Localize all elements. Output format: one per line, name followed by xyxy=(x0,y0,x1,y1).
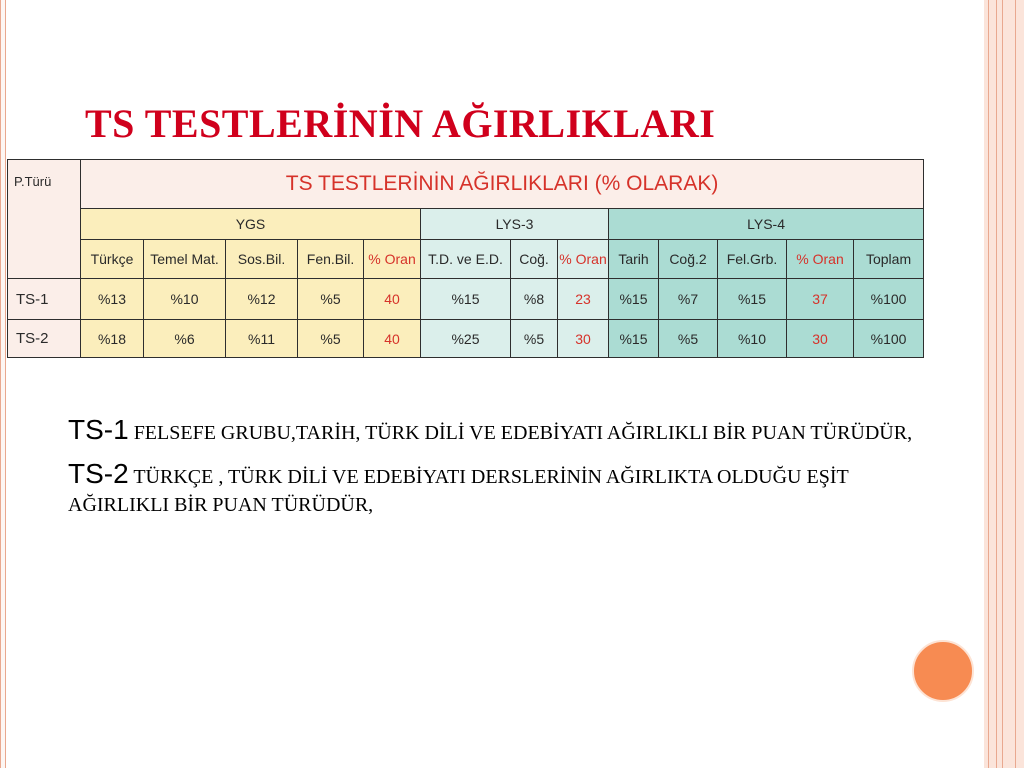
table-cell: 37 xyxy=(787,279,854,320)
note-body: FELSEFE GRUBU,TARİH, TÜRK DİLİ VE EDEBİYATI AĞIRLIKLI BİR PUAN TÜRÜDÜR, xyxy=(128,422,913,444)
table-cell: %100 xyxy=(854,320,924,358)
table-cell: %15 xyxy=(421,279,511,320)
column-header: Tarih xyxy=(609,240,659,279)
column-header: Türkçe xyxy=(81,240,144,279)
table-cell: 23 xyxy=(558,279,609,320)
column-header: Coğ.2 xyxy=(659,240,718,279)
table-cell: %15 xyxy=(609,279,659,320)
table-cell: %5 xyxy=(298,320,364,358)
table-cell: %12 xyxy=(226,279,298,320)
table-cell: %7 xyxy=(659,279,718,320)
column-header: Coğ. xyxy=(511,240,558,279)
column-header: T.D. ve E.D. xyxy=(421,240,511,279)
note-body: TÜRKÇE , TÜRK DİLİ VE EDEBİYATI DERSLERİNİN AĞIRLIKTA OLDUĞU EŞİT AĞIRLIKLI BİR PUAN TÜRÜDÜR, xyxy=(68,466,849,516)
row-label: TS-2 xyxy=(8,320,81,358)
table-cell: 30 xyxy=(787,320,854,358)
table-cell: %10 xyxy=(144,279,226,320)
corner-label: P.Türü xyxy=(8,160,81,279)
column-header: Sos.Bil. xyxy=(226,240,298,279)
note-ts2 xyxy=(68,460,948,519)
note-ts1 xyxy=(68,416,948,447)
row-label: TS-1 xyxy=(8,279,81,320)
column-header: % Oran xyxy=(364,240,421,279)
table-cell: %5 xyxy=(659,320,718,358)
table-cell: %18 xyxy=(81,320,144,358)
table-cell: 40 xyxy=(364,279,421,320)
table-cell: 40 xyxy=(364,320,421,358)
column-header: Toplam xyxy=(854,240,924,279)
group-ygs: YGS xyxy=(81,209,421,240)
note-lead: TS-2 xyxy=(68,458,129,489)
table-row xyxy=(8,320,924,358)
table-cell: 30 xyxy=(558,320,609,358)
table-cell: %10 xyxy=(718,320,787,358)
group-lys3: LYS-3 xyxy=(421,209,609,240)
column-header: % Oran xyxy=(787,240,854,279)
decorative-circle xyxy=(912,640,974,702)
table-cell: %25 xyxy=(421,320,511,358)
table-cell: %5 xyxy=(298,279,364,320)
table-cell: %5 xyxy=(511,320,558,358)
table-cell: %13 xyxy=(81,279,144,320)
table-title: TS TESTLERİNİN AĞIRLIKLARI (% OLARAK) xyxy=(81,160,924,209)
group-lys4: LYS-4 xyxy=(609,209,924,240)
table-cell: %11 xyxy=(226,320,298,358)
table-cell: %100 xyxy=(854,279,924,320)
weights-table xyxy=(7,159,924,358)
slide-title: TS TESTLERİNİN AĞIRLIKLARI xyxy=(85,101,716,146)
note-lead: TS-1 xyxy=(68,414,129,445)
column-header: % Oran xyxy=(558,240,609,279)
column-header: Temel Mat. xyxy=(144,240,226,279)
column-header: Fen.Bil. xyxy=(298,240,364,279)
slide xyxy=(6,0,984,768)
table-cell: %15 xyxy=(718,279,787,320)
table-cell: %6 xyxy=(144,320,226,358)
right-frame-border xyxy=(984,0,1024,768)
table-cell: %8 xyxy=(511,279,558,320)
column-header: Fel.Grb. xyxy=(718,240,787,279)
table-cell: %15 xyxy=(609,320,659,358)
table-row xyxy=(8,279,924,320)
notes-text xyxy=(68,416,948,532)
